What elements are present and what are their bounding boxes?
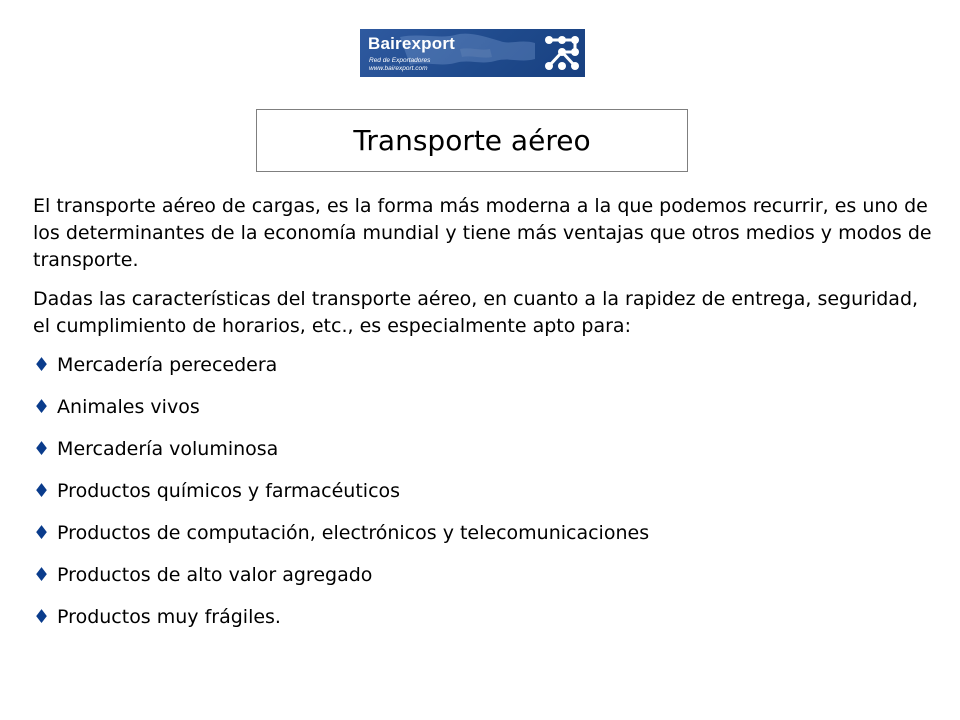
suitability-paragraph: Dadas las características del transporte aéreo, en cuanto a la rapidez de entrega, seguridad, el cumplimiento de horarios, etc., es especialmente apto para: xyxy=(33,288,919,337)
network-dots-icon xyxy=(541,32,583,74)
list-item-text: Animales vivos xyxy=(57,396,200,418)
diamond-bullet-icon: ♦ xyxy=(33,354,51,376)
diamond-bullet-icon: ♦ xyxy=(33,564,51,586)
diamond-bullet-icon: ♦ xyxy=(33,396,51,418)
list-item xyxy=(33,436,933,463)
diamond-bullet-icon: ♦ xyxy=(33,480,51,502)
diamond-bullet-icon: ♦ xyxy=(33,606,51,628)
list-item xyxy=(33,352,933,379)
logo-tagline: Red de Exportadores xyxy=(369,57,431,64)
page-title: Transporte aéreo xyxy=(353,124,591,157)
list-item xyxy=(33,478,933,505)
slide-body xyxy=(33,193,933,646)
list-item-text: Mercadería voluminosa xyxy=(57,438,279,460)
title-box xyxy=(256,109,688,172)
list-item-text: Productos muy frágiles. xyxy=(57,606,281,628)
bullet-list xyxy=(33,352,933,631)
list-item-text: Productos de alto valor agregado xyxy=(57,564,373,586)
logo-brand-text: Bairexport xyxy=(368,34,456,53)
logo-website: www.bairexport.com xyxy=(369,65,428,72)
list-item xyxy=(33,520,933,547)
diamond-bullet-icon: ♦ xyxy=(33,522,51,544)
diamond-bullet-icon: ♦ xyxy=(33,438,51,460)
list-item xyxy=(33,394,933,421)
list-item xyxy=(33,604,933,631)
bairexport-logo xyxy=(360,29,585,77)
list-item xyxy=(33,562,933,589)
list-item-text: Productos de computación, electrónicos y telecomunicaciones xyxy=(57,522,650,544)
list-item-text: Productos químicos y farmacéuticos xyxy=(57,480,401,502)
intro-paragraph: El transporte aéreo de cargas, es la forma más moderna a la que podemos recurrir, es uno de los determinantes de la economía mundial y tiene más ventajas que otros medios y modos de transporte. xyxy=(33,195,932,271)
list-item-text: Mercadería perecedera xyxy=(57,354,278,376)
